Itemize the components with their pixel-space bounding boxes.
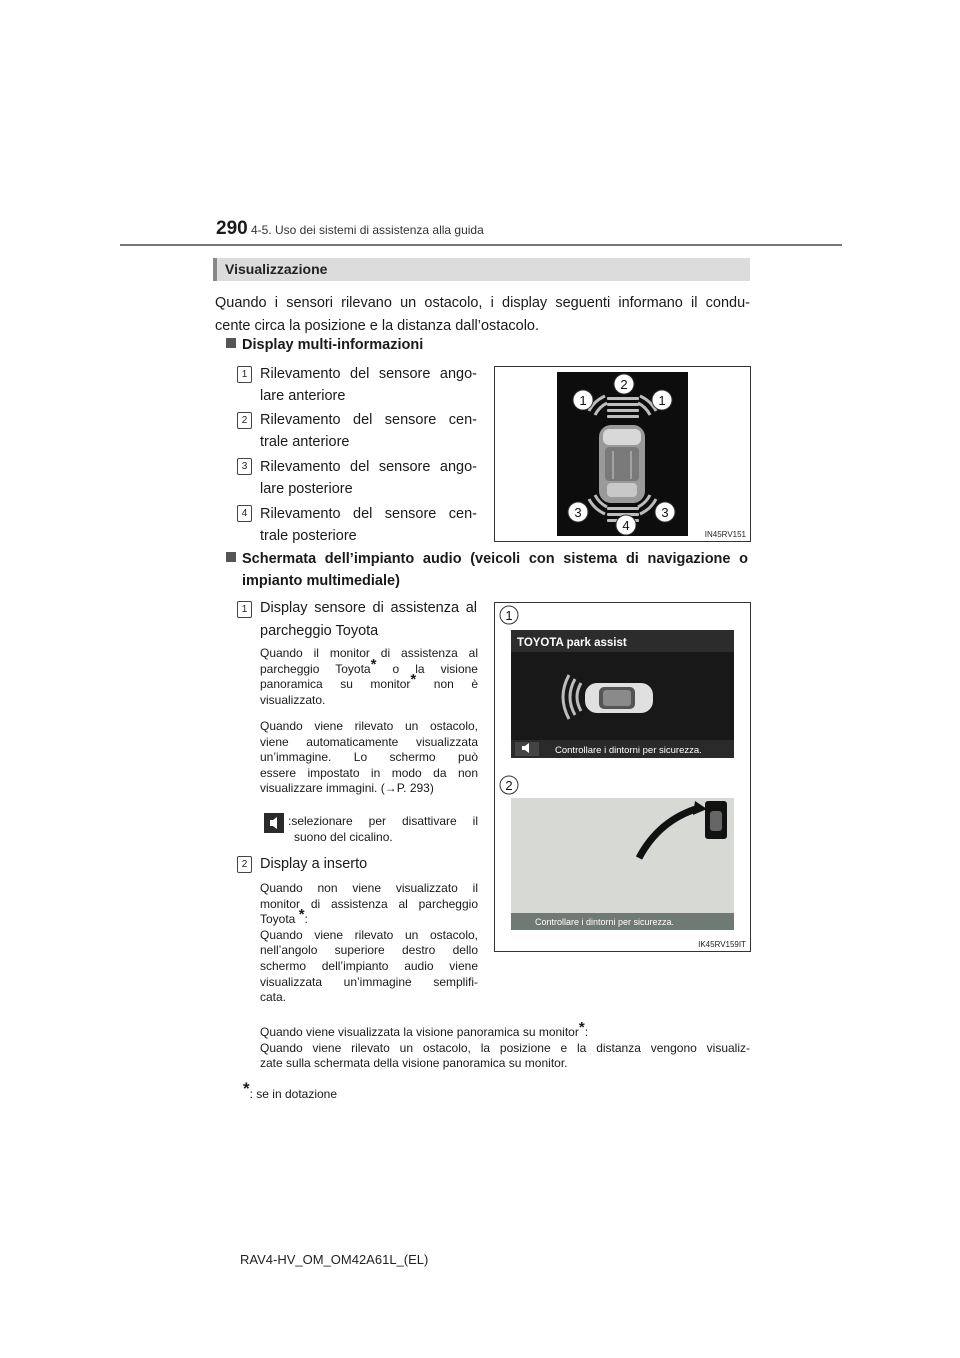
intro-line-2: cente circa la posizione e la distanza dall’ostacolo.	[215, 318, 540, 334]
audio-item-1-line-2: parcheggio Toyota	[260, 623, 379, 639]
figure-code: IK45RV159IT	[698, 940, 746, 949]
car-illustration	[599, 425, 645, 503]
car-top-view	[585, 683, 653, 713]
audio-heading-line-2: impianto multimediale)	[242, 573, 400, 589]
text-line: Quando non viene visualizzato il	[260, 881, 478, 895]
inset-screen-message: Controllare i dintorni per sicurezza.	[535, 917, 675, 927]
audio-item-1-paragraph-2	[260, 719, 478, 797]
text-line: visualizzato.	[260, 692, 326, 707]
square-bullet-icon	[226, 338, 236, 348]
text-fragment: Quando viene visualizzata la visione panoramica su monitor	[260, 1025, 579, 1039]
text-fragment: :	[304, 912, 308, 927]
footnote-text: : se in dotazione	[249, 1087, 338, 1101]
asterisk-mark: *	[243, 1079, 250, 1098]
multi-info-item-1-line-2: lare anteriore	[260, 388, 346, 404]
inset-display-screen	[511, 798, 734, 930]
asterisk-footnote	[243, 1079, 338, 1101]
multi-info-display-illustration	[495, 367, 750, 541]
panoramic-note	[260, 1019, 750, 1072]
multi-info-heading	[226, 334, 423, 357]
text-fragment: panoramica su monitor	[260, 677, 411, 692]
text-fragment: parcheggio Toyota	[260, 661, 371, 676]
text-line: suono del cicalino.	[294, 829, 393, 844]
callout-label: 2	[620, 377, 628, 392]
section-title-bar	[213, 258, 750, 281]
asterisk-mark: *	[578, 1019, 585, 1036]
arrow-symbol: →	[384, 781, 397, 796]
screen-title: TOYOTA park assist	[517, 637, 627, 649]
mute-icon	[264, 813, 284, 833]
text-line: Quando viene rilevato un ostacolo,	[260, 927, 478, 942]
callout-label: 1	[658, 393, 666, 408]
audio-item-1-line-1: Display sensore di assistenza al	[260, 600, 477, 616]
item-number-badge: 2	[237, 412, 252, 429]
document-code-footer: RAV4-HV_OM_OM42A61L_(EL)	[240, 1252, 429, 1267]
text-fragment: non è	[433, 677, 478, 692]
asterisk-mark: *	[298, 906, 305, 924]
text-line: essere impostato in modo da non	[260, 765, 478, 780]
multi-info-item-2-line-1: Rilevamento del sensore cen-	[260, 412, 477, 428]
intro-line-1: Quando i sensori rilevano un ostacolo, i display seguenti informano il condu-	[215, 295, 750, 311]
callout-label: 4	[622, 518, 630, 533]
item-number-badge: 3	[237, 458, 252, 475]
multi-info-item-4-line-1: Rilevamento del sensore cen-	[260, 506, 477, 522]
audio-item-2-paragraph	[260, 881, 478, 1006]
asterisk-mark: *	[410, 671, 417, 689]
audio-screen-illustration	[495, 603, 750, 951]
audio-screen-figure	[494, 602, 751, 952]
audio-item-2-title: Display a inserto	[260, 856, 368, 872]
audio-heading-line-1	[226, 548, 748, 571]
text-line: Quando viene rilevato un ostacolo, la posizione e la distanza vengono visualiz-	[260, 1040, 750, 1055]
callout-label: 3	[661, 505, 669, 520]
text-fragment: visualizzare immagini. (	[260, 781, 385, 796]
text-fragment: Toyota	[260, 912, 296, 927]
asterisk-mark: *	[370, 655, 377, 673]
text-fragment: :	[584, 1025, 589, 1039]
multi-info-item-3-line-1: Rilevamento del sensore ango-	[260, 459, 477, 475]
callout-label: 3	[574, 505, 582, 520]
mute-icon-note	[288, 814, 478, 845]
page-number: 290	[216, 218, 248, 239]
page-reference: P. 293)	[396, 781, 434, 796]
item-number-badge: 1	[237, 366, 252, 383]
multi-info-item-1-line-1: Rilevamento del sensore ango-	[260, 366, 477, 382]
callout-label: 1	[579, 393, 587, 408]
header-rule	[120, 244, 842, 246]
multi-info-item-3-line-2: lare posteriore	[260, 481, 353, 497]
text-line: viene automaticamente visualizzata	[260, 734, 478, 749]
screen-message: Controllare i dintorni per sicurezza.	[555, 745, 702, 756]
section-title: Visualizzazione	[225, 261, 328, 277]
text-line: schermo dell’impianto audio viene	[260, 958, 478, 973]
multi-info-item-2-line-2: trale anteriore	[260, 434, 350, 450]
callout-label: 2	[505, 778, 513, 793]
audio-item-1-paragraph-1	[260, 646, 478, 708]
text-line: zate sulla schermata della visione panoramica su monitor.	[260, 1056, 568, 1071]
multi-info-item-4-line-2: trale posteriore	[260, 528, 357, 544]
text-line: Quando viene rilevato un ostacolo,	[260, 719, 478, 733]
section-bar-accent	[213, 258, 217, 281]
text-line: :selezionare per disattivare il	[288, 814, 478, 828]
text-fragment: o la visione	[392, 661, 478, 676]
figure-code: IN45RV151	[704, 530, 746, 539]
item-number-badge: 1	[237, 601, 252, 618]
text-line: cata.	[260, 990, 287, 1005]
text-line: visualizzata un’immagine semplifi-	[260, 974, 478, 989]
section-header: 4-5. Uso dei sistemi di assistenza alla guida	[251, 223, 484, 237]
text-line: monitor di assistenza al parcheggio	[260, 896, 478, 911]
item-number-badge: 2	[237, 856, 252, 873]
callout-label: 1	[505, 608, 513, 623]
item-number-badge: 4	[237, 505, 252, 522]
audio-heading-text: Schermata dell’impianto audio (veicoli con sistema di navigazione o	[242, 551, 748, 567]
text-line: un’immagine. Lo schermo può	[260, 750, 478, 765]
multi-info-heading-text: Display multi-informazioni	[242, 337, 424, 353]
text-line: nell’angolo superiore destro dello	[260, 943, 478, 958]
text-line: Quando il monitor di assistenza al	[260, 646, 478, 660]
square-bullet-icon	[226, 552, 236, 562]
multi-info-figure	[494, 366, 751, 542]
